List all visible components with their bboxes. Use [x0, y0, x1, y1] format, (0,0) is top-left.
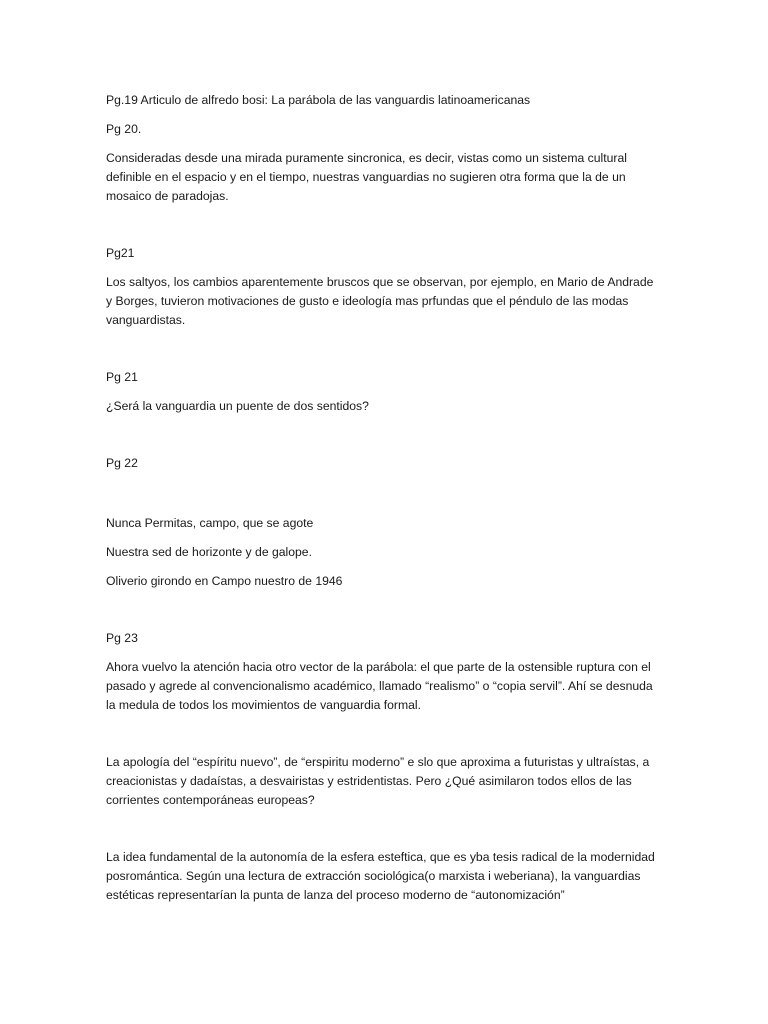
document-body	[106, 91, 662, 905]
page-ref-21b: Pg 21	[106, 370, 138, 384]
verse-attribution: Oliverio girondo en Campo nuestro de 1946	[106, 574, 343, 588]
verse-line-1: Nunca Permitas, campo, que se agote	[106, 516, 314, 530]
page-ref-21a: Pg21	[106, 246, 135, 260]
paragraph-apologia: La apología del “espíritu nuevo”, de “erspiritu moderno” e slo que aproxima a futuristas y ultraístas, a creacionistas y dadaístas, a desvairistas y estridentistas. Pero ¿Qué asimilaron todos ellos de las corrientes contemporáneas europeas?	[106, 755, 650, 807]
paragraph-sincronica: Consideradas desde una mirada puramente sincronica, es decir, vistas como un sistema cultural definible en el espacio y en el tiempo, nuestras vanguardias no sugieren otra forma que la de un mosaico de paradojas.	[106, 151, 627, 203]
title-line: Pg.19 Articulo de alfredo bosi: La parábola de las vanguardis latinoamericanas	[106, 93, 531, 107]
paragraph-saltos: Los saltyos, los cambios aparentemente bruscos que se observan, por ejemplo, en Mario de Andrade y Borges, tuvieron motivaciones de gusto e ideología mas prfundas que el péndulo de las modas vanguardistas.	[106, 275, 654, 327]
page-ref-20: Pg 20.	[106, 122, 142, 136]
paragraph-ruptura: Ahora vuelvo la atención hacia otro vector de la parábola: el que parte de la ostensible ruptura con el pasado y agrede al convencionalismo académico, llamado “realismo” o “copia servil”. Ahí se desnuda la medula de todos los movimientos de vanguardia formal.	[106, 660, 653, 712]
verse-line-2: Nuestra sed de horizonte y de galope.	[106, 545, 312, 559]
page-ref-22: Pg 22	[106, 456, 138, 470]
page-ref-23: Pg 23	[106, 631, 138, 645]
question-line: ¿Será la vanguardia un puente de dos sentidos?	[106, 399, 369, 413]
paragraph-autonomia: La idea fundamental de la autonomía de la esfera esteftica, que es yba tesis radical de la modernidad posromántica. Según una lectura de extracción sociológica(o marxista i weberiana), la vanguardias estéticas representarían la punta de lanza del proceso moderno de “autonomización”	[106, 850, 655, 902]
